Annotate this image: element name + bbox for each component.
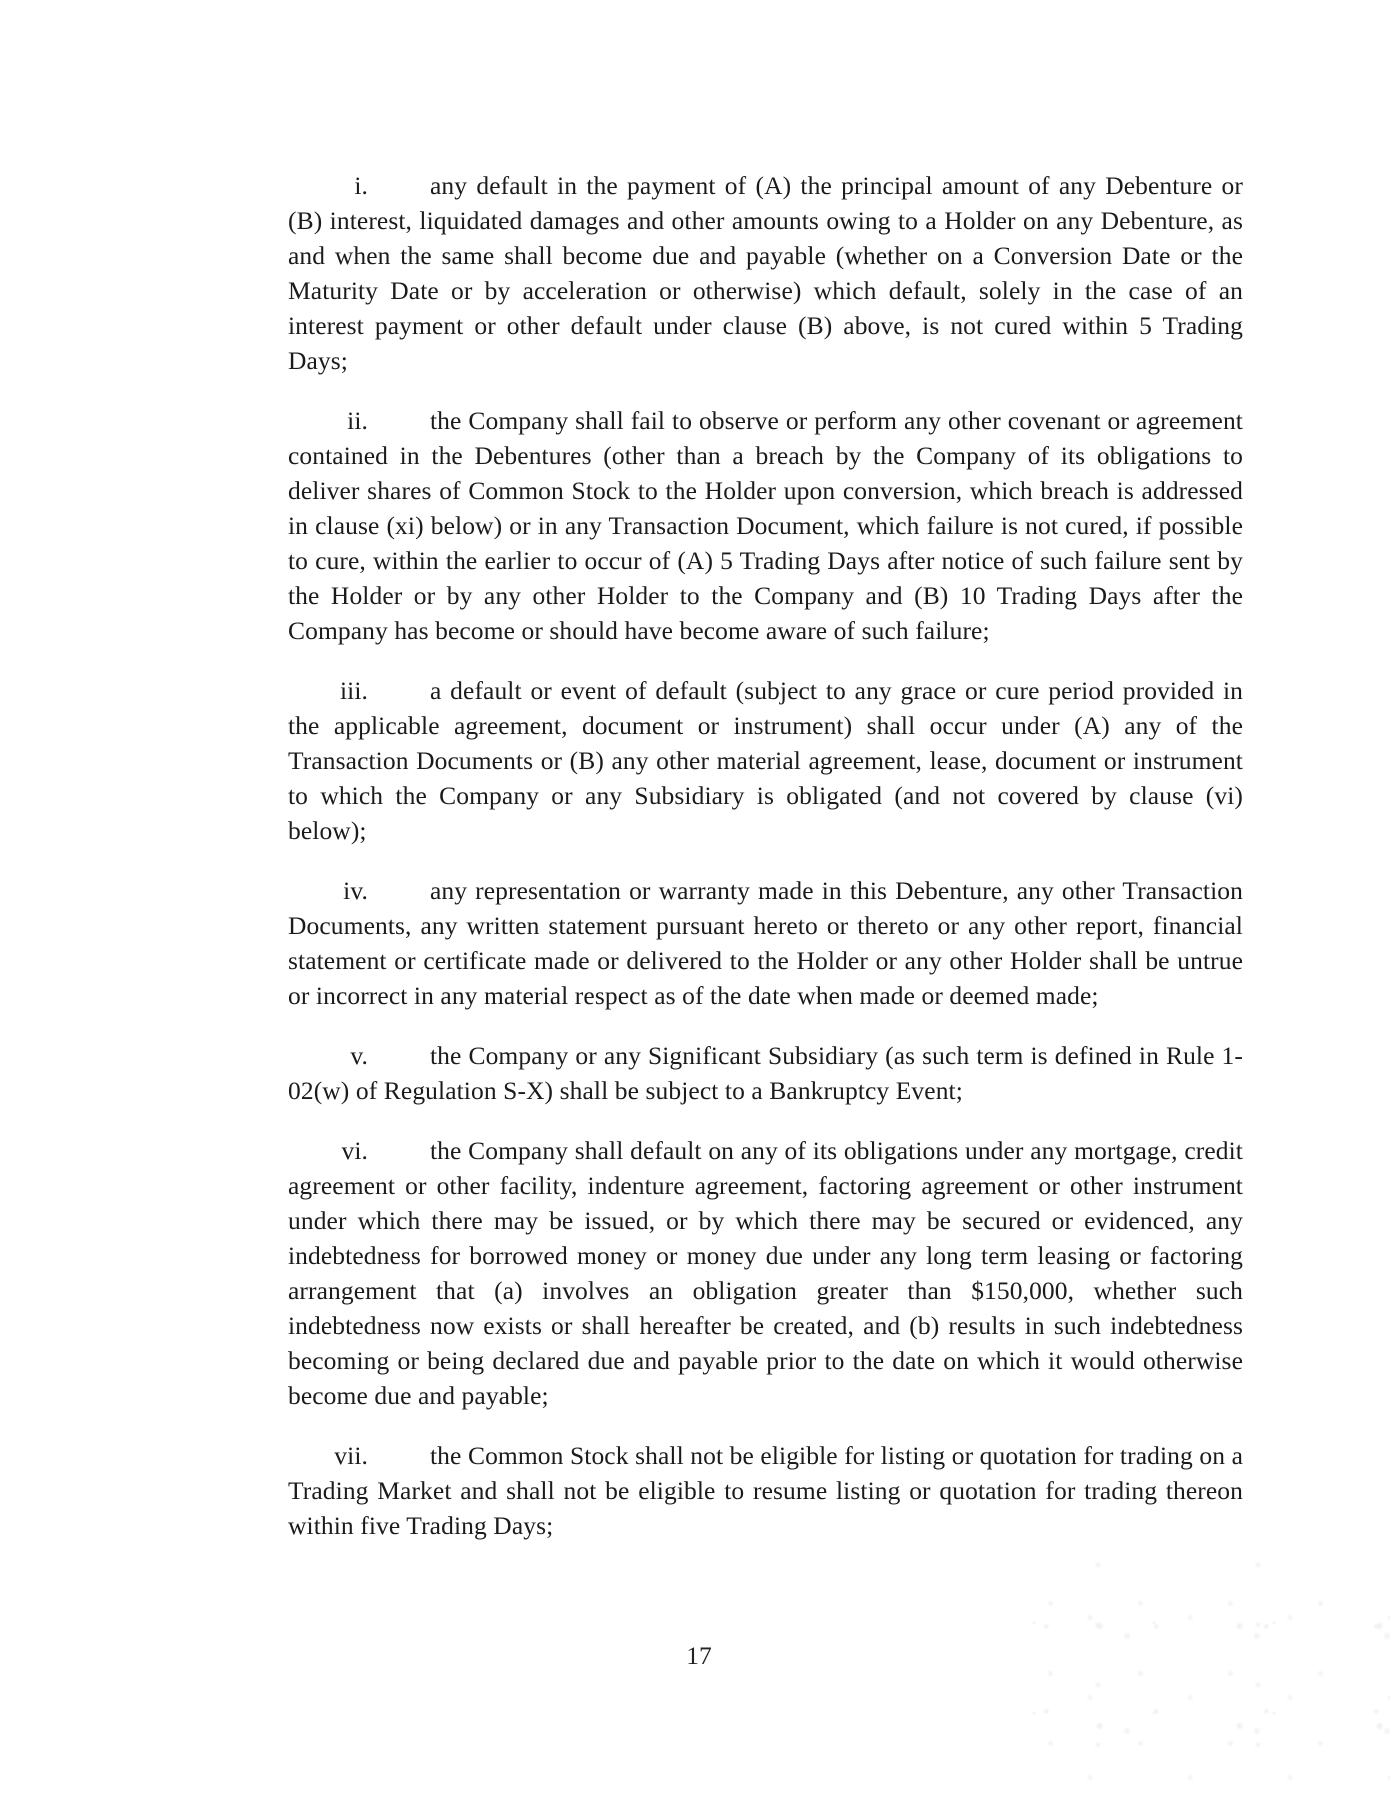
clause-vii	[288, 1438, 1243, 1543]
clause-v-marker: v.	[350, 1041, 368, 1070]
clause-iii-text: a default or event of default (subject to any grace or cure period provided in the applicable agreement, document or instrument) shall occur under (A) any of the Transaction Documents or (B) any other material agreement, lease, document or instrument to which the Company or any Subsidiary is obligated (and not covered by clause (vi) below);	[288, 676, 1243, 845]
clause-list	[288, 168, 1243, 1543]
clause-v-text: the Company or any Significant Subsidiary (as such term is defined in Rule 1-02(w) of Regulation S-X) shall be subject to a Bankruptcy Event;	[288, 1041, 1243, 1105]
clause-ii	[288, 403, 1243, 648]
clause-i-marker: i.	[354, 171, 368, 200]
clause-vi	[288, 1133, 1243, 1413]
clause-i-text: any default in the payment of (A) the principal amount of any Debenture or (B) interest, liquidated damages and other amounts owing to a Holder on any Debenture, as and when the same shall become due and payable (whether on a Conversion Date or the Maturity Date or by acceleration or otherwise) which default, solely in the case of an interest payment or other default under clause (B) above, is not cured within 5 Trading Days;	[288, 171, 1243, 375]
clause-vii-text: the Common Stock shall not be eligible for listing or quotation for trading on a Trading Market and shall not be eligible to resume listing or quotation for trading thereon within five Trading Days;	[288, 1441, 1243, 1540]
clause-iv	[288, 873, 1243, 1013]
clause-vii-marker: vii.	[334, 1441, 368, 1470]
clause-iv-marker: iv.	[343, 876, 368, 905]
page-number: 17	[686, 1641, 712, 1670]
clause-ii-marker: ii.	[347, 406, 368, 435]
clause-iii-marker: iii.	[339, 676, 368, 705]
clause-vi-marker: vi.	[341, 1136, 368, 1165]
clause-ii-text: the Company shall fail to observe or perform any other covenant or agreement contained in the Debentures (other than a breach by the Company of its obligations to deliver shares of Common Stock to the Holder upon conversion, which breach is addressed in clause (xi) below) or in any Transaction Document, which failure is not cured, if possible to cure, within the earlier to occur of (A) 5 Trading Days after notice of such failure sent by the Holder or by any other Holder to the Company and (B) 10 Trading Days after the Company has become or should have become aware of such failure;	[288, 406, 1243, 645]
clause-vi-text: the Company shall default on any of its obligations under any mortgage, credit agreement or other facility, indenture agreement, factoring agreement or other instrument under which there may be issued, or by which there may be secured or evidenced, any indebtedness for borrowed money or money due under any long term leasing or factoring arrangement that (a) involves an obligation greater than $150,000, whether such indebtedness now exists or shall hereafter be created, and (b) results in such indebtedness becoming or being declared due and payable prior to the date on which it would otherwise become due and payable;	[288, 1136, 1243, 1410]
scan-noise-artifact	[1010, 1560, 1390, 1790]
clause-iv-text: any representation or warranty made in this Debenture, any other Transaction Documents, any written statement pursuant hereto or thereto or any other report, financial statement or certificate made or delivered to the Holder or any other Holder shall be untrue or incorrect in any material respect as of the date when made or deemed made;	[288, 876, 1243, 1010]
clause-iii	[288, 673, 1243, 848]
clause-i	[288, 168, 1243, 378]
clause-v	[288, 1038, 1243, 1108]
